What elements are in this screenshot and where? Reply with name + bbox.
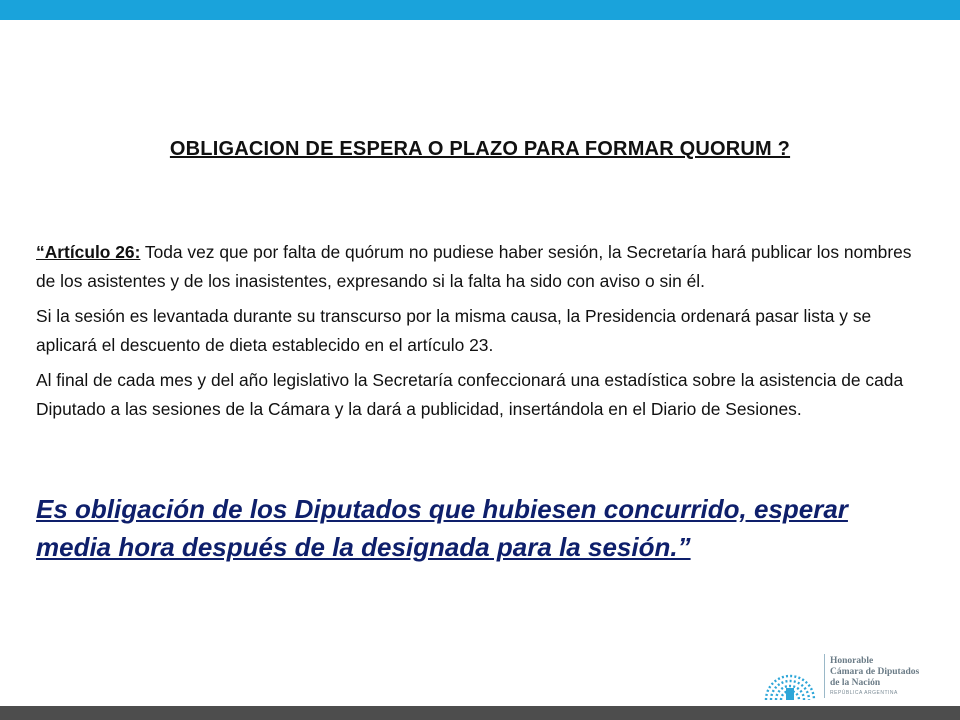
logo-divider: [824, 654, 825, 698]
logo-line-nacion: de la Nación: [830, 678, 881, 688]
top-accent-bar: [0, 0, 960, 20]
slide-title: OBLIGACION DE ESPERA O PLAZO PARA FORMAR QUORUM ?: [169, 138, 791, 160]
article-body: [36, 238, 922, 430]
chamber-logo: [762, 650, 952, 704]
logo-line-honorable: Honorable: [830, 656, 874, 666]
article-emphasis: Es obligación de los Diputados que hubiesen concurrido, esperar media hora después de la designada para la sesión.”: [36, 494, 848, 562]
bottom-bar: [0, 706, 960, 720]
article-paragraph-2: Si la sesión es levantada durante su transcurso por la misma causa, la Presidencia ordenará pasar lista y se aplicará el descuento de dieta establecido en el artículo 23.: [36, 306, 872, 355]
logo-text: [830, 656, 954, 696]
article-paragraph-1: [36, 238, 922, 296]
article-text-1: Toda vez que por falta de quórum no pudiese haber sesión, la Secretaría hará publicar los nombres de los asistentes y de los inasistentes, expresando si la falta ha sido con aviso o sin él.: [36, 242, 912, 291]
article-paragraph-3: Al final de cada mes y del año legislativo la Secretaría confeccionará una estadística sobre la asistencia de cada Diputado a las sesiones de la Cámara y la dará a publicidad, insertándola en el Diario de Sesiones.: [36, 370, 904, 419]
article-label: “Artículo 26:: [36, 242, 141, 262]
logo-line-camara: Cámara de Diputados: [830, 667, 920, 677]
chamber-seal-icon: [762, 650, 818, 702]
logo-line-republica: REPÚBLICA ARGENTINA: [830, 690, 898, 696]
